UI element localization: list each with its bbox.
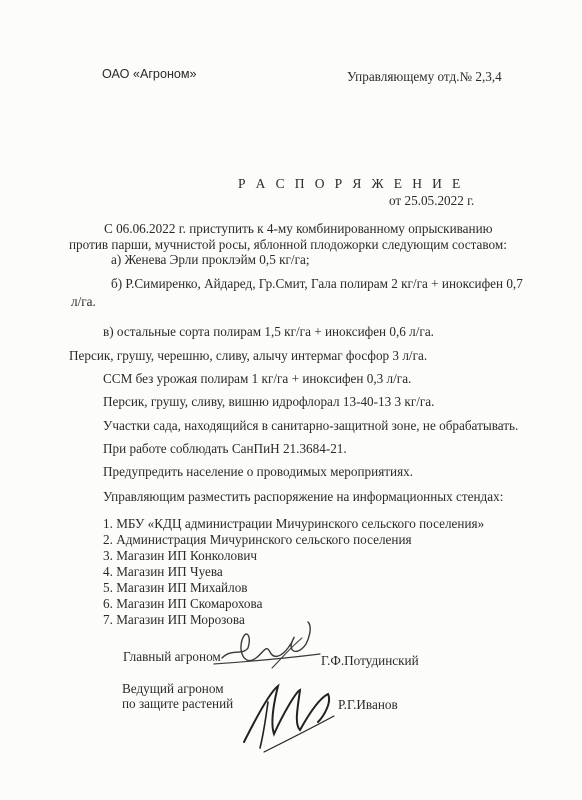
peach-line: Персик, грушу, сливу, вишню идрофлорал 13-40-13 3 кг/га. (103, 394, 435, 409)
lead-agronomist-title-line-2: по защите растений (122, 696, 234, 711)
chief-signature-image (212, 618, 332, 674)
sanitary-zone: Участки сада, находящийся в санитарно-защитной зоне, не обрабатывать. (103, 418, 519, 433)
chief-agronomist-name: Г.Ф.Потудинский (321, 653, 419, 668)
list-item: 1. МБУ «КДЦ администрации Мичуринского сельского поселения» (103, 516, 485, 531)
publish-line: Управляющим разместить распоряжение на информационных стендах: (103, 489, 504, 504)
list-item: 7. Магазин ИП Морозова (103, 612, 245, 627)
document-date: от 25.05.2022 г. (389, 193, 475, 208)
chief-agronomist-title: Главный агроном (123, 649, 221, 664)
list-item: 2. Администрация Мичуринского сельского поселения (103, 532, 412, 547)
item-b-line-1: б) Р.Симиренко, Айдаред, Гр.Смит, Гала полирам 2 кг/га + иноксифен 0,7 (111, 276, 523, 291)
intro-line-2: против парши, мучнистой росы, яблонной плодожорки следующим составом: (69, 237, 507, 252)
addressee: Управляющему отд.№ 2,3,4 (347, 69, 502, 84)
warning-line: Предупредить население о проводимых мероприятиях. (103, 464, 414, 479)
intro-line-1: С 06.06.2022 г. приступить к 4-му комбинированному опрыскиванию (104, 221, 493, 236)
list-item: 6. Магазин ИП Скомарохова (103, 596, 263, 611)
lead-agronomist-title-line-1: Ведущий агроном (122, 681, 224, 696)
list-item: 3. Магазин ИП Конколович (103, 548, 258, 563)
company-name: ОАО «Агроном» (102, 67, 197, 81)
lead-agronomist-name: Р.Г.Иванов (338, 697, 398, 712)
stone-fruit: Персик, грушу, черешню, сливу, алычу интермаг фосфор 3 л/га. (69, 348, 428, 363)
lead-signature-image (234, 672, 344, 756)
list-item: 4. Магазин ИП Чуева (103, 564, 223, 579)
sanpin-line: При работе соблюдать СанПиН 21.3684-21. (103, 441, 347, 456)
item-b-line-2: л/га. (71, 294, 96, 309)
ssm-line: ССМ без урожая полирам 1 кг/га + иноксифен 0,3 л/га. (103, 371, 412, 386)
list-item: 5. Магазин ИП Михайлов (103, 580, 248, 595)
item-c: в) остальные сорта полирам 1,5 кг/га + иноксифен 0,6 л/га. (103, 324, 434, 339)
item-a: а) Женева Эрли проклэйм 0,5 кг/га; (111, 252, 310, 267)
document-title: Р А С П О Р Я Ж Е Н И Е (238, 176, 464, 191)
